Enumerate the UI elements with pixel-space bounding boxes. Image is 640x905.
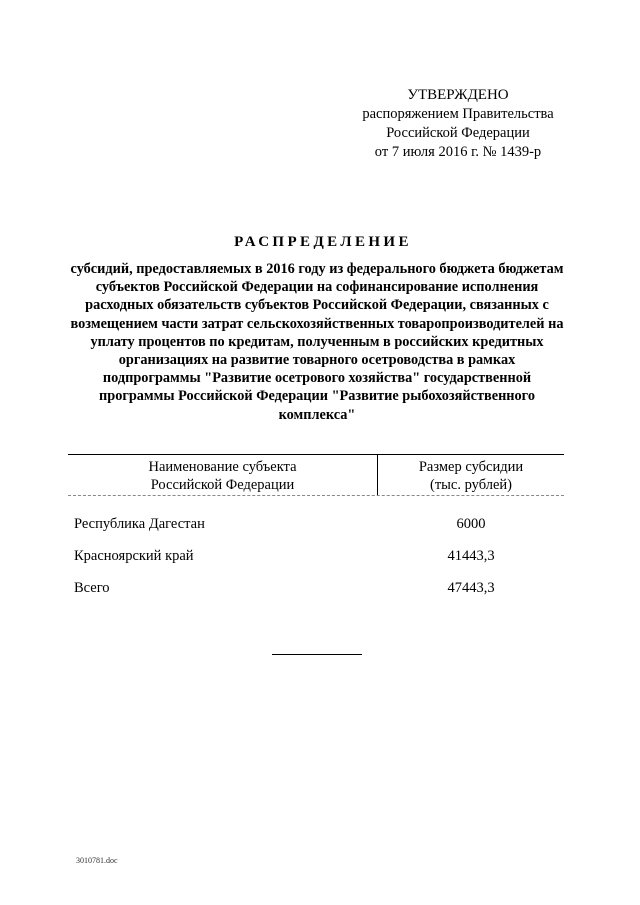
header-amount-line-1: Размер субсидии: [418, 459, 524, 475]
approval-heading: УТВЕРЖДЕНО: [407, 87, 509, 103]
row-name: Красноярский край: [74, 547, 194, 564]
document-subtitle: субсидий, предоставляемых в 2016 году из федерального бюджета бюджетам субъектов Российской Федерации на софинансирование исполнения расходных обязательств субъектов Российской Федерации, связанных с возмещением части затрат сельскохозяйственных товаропроизводителей на уплату процентов по кредитам, полученным в российских кредитных организациях на развитие товарного осетроводства в рамках подпрограммы "Развитие осетрового хозяйства" государственной программы Российской Федерации "Развитие рыбохозяйственного комплекса": [70, 261, 564, 423]
row-name: Республика Дагестан: [74, 515, 205, 532]
document-title: РАСПРЕДЕЛЕНИЕ: [234, 234, 412, 250]
header-name-line-1: Наименование субъекта: [148, 459, 297, 475]
table-row-total: [68, 572, 564, 604]
footer-filename: 3010781.doc: [76, 856, 118, 865]
row-name: Всего: [74, 579, 110, 596]
table-row: [68, 508, 564, 540]
header-amount: [378, 455, 564, 495]
header-name: [68, 455, 378, 495]
header-amount-line-2: (тыс. рублей): [430, 477, 512, 493]
end-divider: [272, 654, 362, 655]
approval-line-2: Российской Федерации: [386, 125, 530, 141]
row-amount: 6000: [456, 515, 486, 532]
subsidy-table: [68, 454, 564, 604]
table-row: [68, 540, 564, 572]
header-name-line-2: Российской Федерации: [150, 477, 295, 493]
row-amount: 41443,3: [447, 547, 495, 564]
approval-line-1: распоряжением Правительства: [362, 106, 554, 122]
table-header: [68, 454, 564, 496]
table-body: [68, 496, 564, 604]
row-amount: 47443,3: [447, 579, 495, 596]
approval-line-3: от 7 июля 2016 г. № 1439-р: [374, 144, 542, 160]
approval-stamp: [340, 86, 576, 162]
